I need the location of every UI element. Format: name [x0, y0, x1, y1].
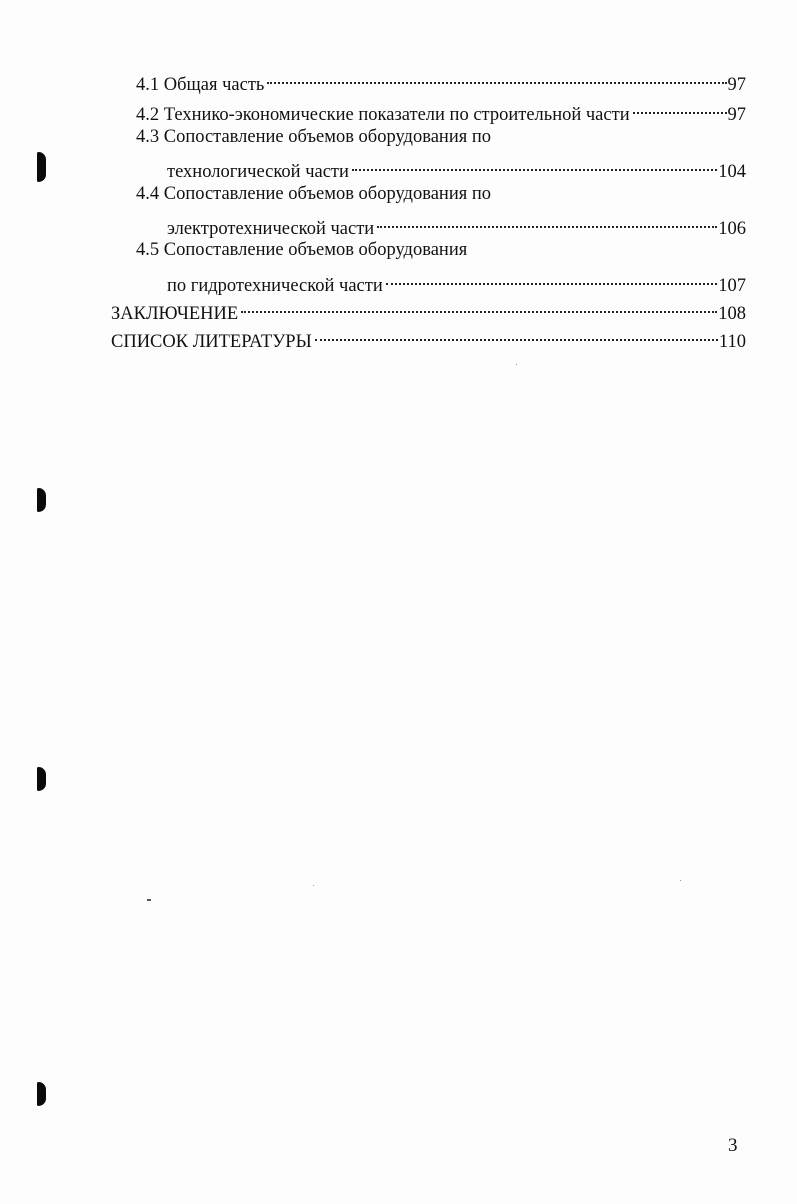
scan-speck [680, 880, 681, 881]
punch-hole-mark [37, 767, 46, 791]
toc-entry-4-3-line1 [136, 125, 746, 149]
toc-entry-label: технологической части [167, 162, 349, 182]
toc-entry-label: электротехнической части [167, 219, 375, 239]
toc-entry-label: СПИСОК ЛИТЕРАТУРЫ [111, 332, 312, 352]
toc-entry-page: 97 [727, 75, 746, 95]
scan-speck [147, 899, 151, 901]
toc-entry-conclusion [111, 295, 746, 326]
toc-entry-page: 97 [727, 105, 746, 125]
page-number: 3 [728, 1135, 738, 1156]
toc-entry-4-2 [136, 96, 746, 127]
scan-speck [313, 885, 314, 886]
toc-entry-4-4-line1 [136, 182, 746, 206]
toc-entry-label: 4.3 Сопоставление объемов оборудования по [136, 127, 492, 147]
toc-entry-page: 110 [718, 332, 746, 352]
punch-hole-mark [37, 488, 46, 512]
toc-entry-page: 107 [718, 276, 746, 296]
toc-entry-4-4-line2 [167, 210, 746, 241]
toc-entry-label: по гидротехнической части [167, 276, 383, 296]
toc-leader-dots [265, 66, 726, 90]
toc-leader-dots [631, 96, 727, 120]
toc-entry-page: 106 [718, 219, 746, 239]
toc-entry-label: 4.1 Общая часть [136, 75, 265, 95]
toc-entry-4-5-line1 [136, 238, 746, 262]
toc-entry-label: 4.2 Технико-экономические показатели по строительной части [136, 105, 630, 125]
toc-entry-label: ЗАКЛЮЧЕНИЕ [111, 304, 239, 324]
toc-entry-4-3-line2 [167, 153, 746, 184]
toc-entry-4-5-line2 [167, 267, 746, 298]
toc-leader-dots [350, 153, 717, 177]
toc-leader-dots [313, 323, 718, 347]
punch-hole-mark [37, 152, 46, 182]
toc-entry-label: 4.5 Сопоставление объемов оборудования [136, 240, 468, 260]
scan-speck [516, 364, 517, 365]
toc-entry-page: 108 [718, 304, 746, 324]
toc-leader-dots [384, 267, 717, 291]
toc-entry-page: 104 [718, 162, 746, 182]
toc-entry-references [111, 323, 746, 354]
toc-leader-dots [239, 295, 717, 319]
toc-entry-label: 4.4 Сопоставление объемов оборудования по [136, 184, 492, 204]
punch-hole-mark [37, 1082, 46, 1106]
toc-entry-4-1 [136, 66, 746, 97]
toc-leader-dots [375, 210, 717, 234]
